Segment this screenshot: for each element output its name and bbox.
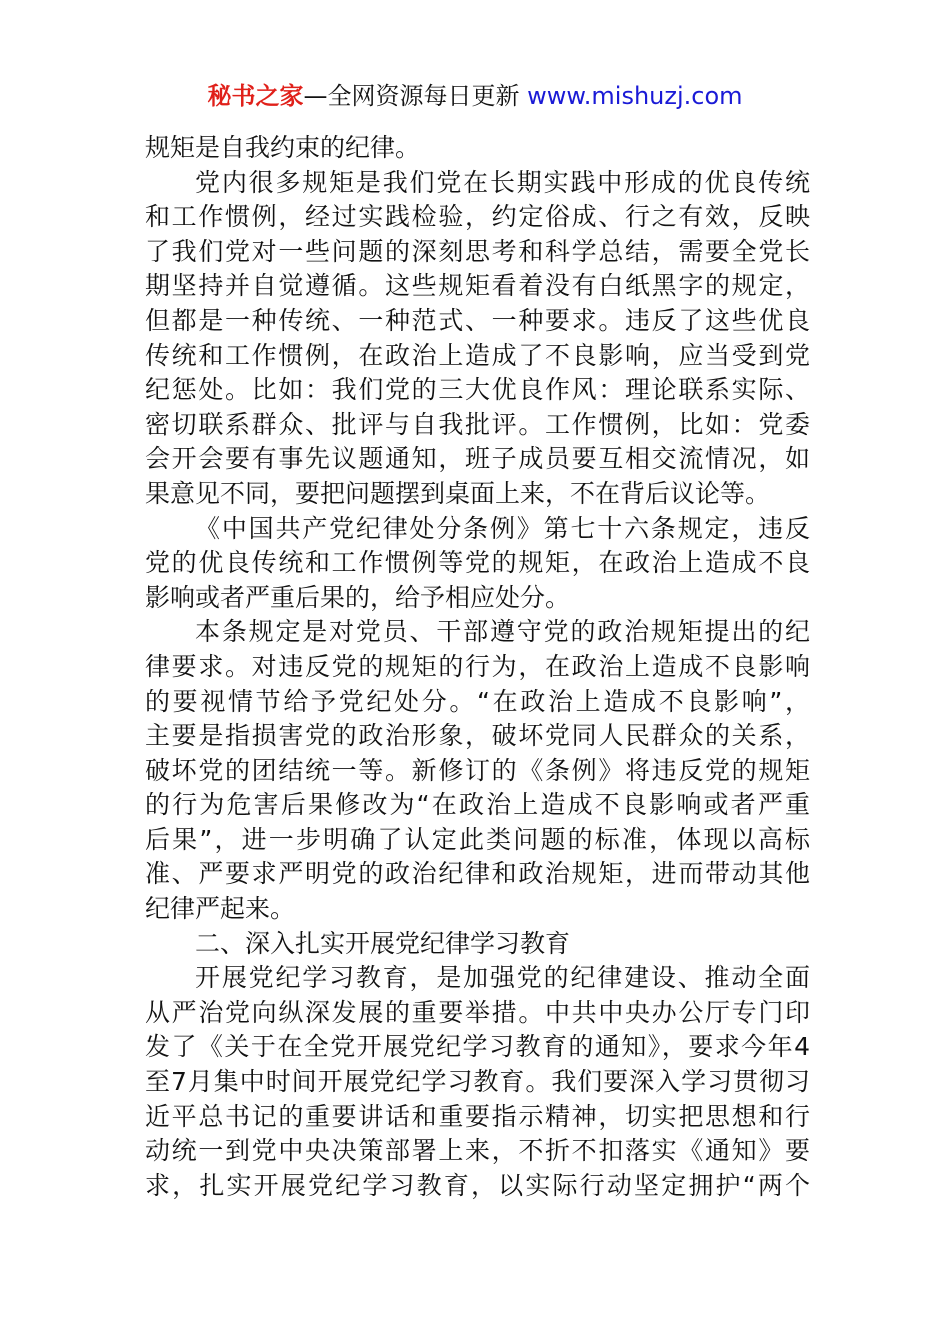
- text-line: 密切联系群众、批评与自我批评。工作惯例，比如：党委: [145, 409, 810, 439]
- text-line: 《中国共产党纪律处分条例》第七十六条规定，违反: [195, 513, 810, 543]
- section-heading: 二、深入扎实开展党纪律学习教育: [195, 928, 571, 958]
- text-line: 党的优良传统和工作惯例等党的规矩，在政治上造成不良: [145, 548, 810, 578]
- text-line: 了我们党对一些问题的深刻思考和科学总结，需要全党长: [145, 236, 810, 266]
- text-line: 准、严要求严明党的政治纪律和政治规矩，进而带动其他: [145, 859, 810, 889]
- text-line: 后果”，进一步明确了认定此类问题的标准，体现以高标: [145, 824, 810, 854]
- text-line: 和工作惯例，经过实践检验，约定俗成、行之有效，反映: [145, 202, 810, 232]
- text-line: 律要求。对违反党的规矩的行为，在政治上造成不良影响: [145, 651, 810, 681]
- text-line: 破坏党的团结统一等。新修订的《条例》将违反党的规矩: [145, 755, 810, 785]
- text-line: 期坚持并自觉遵循。这些规矩看着没有白纸黑字的规定，: [145, 271, 810, 301]
- text-line: 影响或者严重后果的，给予相应处分。: [145, 582, 571, 612]
- text-line: 近平总书记的重要讲话和重要指示精神，切实把思想和行: [145, 1101, 810, 1131]
- text-line: 传统和工作惯例，在政治上造成了不良影响，应当受到党: [145, 340, 810, 370]
- site-tagline: —全网资源每日更新: [303, 82, 528, 110]
- text-line: 果意见不同，要把问题摆到桌面上来，不在背后议论等。: [145, 478, 771, 508]
- text-line: 开展党纪学习教育，是加强党的纪律建设、推动全面: [195, 963, 810, 993]
- text-line: 但都是一种传统、一种范式、一种要求。违反了这些优良: [145, 305, 810, 335]
- text-line: 至7月集中时间开展党纪学习教育。我们要深入学习贯彻习: [145, 1067, 810, 1097]
- text-line: 规矩是自我约束的纪律。: [145, 133, 421, 162]
- site-url-link[interactable]: www.mishuzj.com: [527, 82, 743, 110]
- text-line: 会开会要有事先议题通知，班子成员要互相交流情况，如: [145, 444, 810, 474]
- document-body: [145, 131, 810, 1203]
- site-header: [0, 80, 950, 112]
- text-line: 的要视情节给予党纪处分。“在政治上造成不良影响”，: [145, 686, 810, 716]
- text-line: 党内很多规矩是我们党在长期实践中形成的优良传统: [195, 167, 810, 197]
- text-line: 主要是指损害党的政治形象，破坏党同人民群众的关系，: [145, 721, 810, 751]
- text-line: 动统一到党中央决策部署上来，不折不扣落实《通知》要: [145, 1136, 810, 1166]
- site-brand: 秘书之家: [207, 82, 304, 110]
- text-line: 求，扎实开展党纪学习教育，以实际行动坚定拥护“两个: [145, 1170, 810, 1200]
- text-line: 纪惩处。比如：我们党的三大优良作风：理论联系实际、: [145, 375, 810, 405]
- text-line: 从严治党向纵深发展的重要举措。中共中央办公厅专门印: [145, 997, 810, 1027]
- text-line: 发了《关于在全党开展党纪学习教育的通知》，要求今年4: [145, 1032, 810, 1062]
- text-line: 纪律严起来。: [145, 894, 296, 924]
- text-line: 本条规定是对党员、干部遵守党的政治规矩提出的纪: [195, 617, 810, 647]
- text-line: 的行为危害后果修改为“在政治上造成不良影响或者严重: [145, 790, 810, 820]
